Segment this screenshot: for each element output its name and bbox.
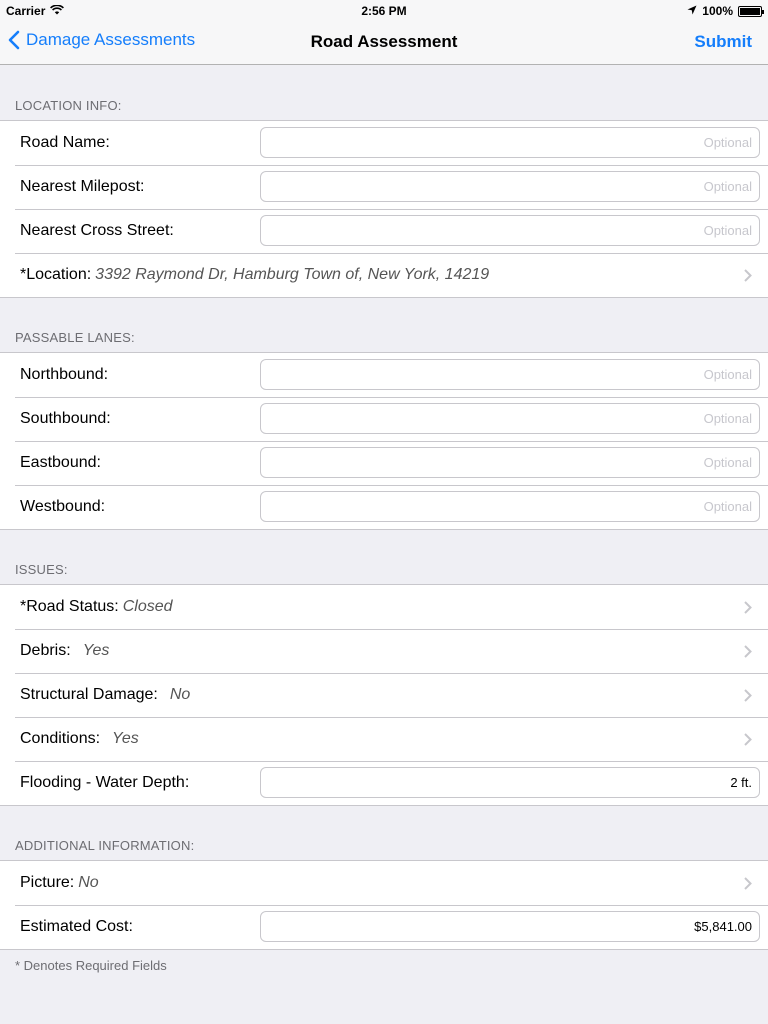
location-label: *Location: bbox=[20, 266, 92, 283]
conditions-label: Conditions: bbox=[20, 730, 101, 747]
form-content bbox=[0, 66, 768, 973]
additional-group bbox=[0, 860, 768, 950]
section-header-location: LOCATION INFO: bbox=[15, 98, 122, 113]
section-header-issues: ISSUES: bbox=[15, 562, 68, 577]
estimated-cost-row bbox=[0, 905, 768, 949]
eastbound-row bbox=[0, 441, 768, 485]
milepost-row bbox=[0, 165, 768, 209]
westbound-input[interactable] bbox=[260, 491, 760, 522]
westbound-row bbox=[0, 485, 768, 529]
status-time: 2:56 PM bbox=[361, 4, 407, 18]
chevron-right-icon bbox=[744, 689, 752, 707]
chevron-right-icon bbox=[744, 601, 752, 619]
structural-damage-value: No bbox=[169, 686, 191, 703]
required-fields-note: * Denotes Required Fields bbox=[15, 958, 167, 973]
flooding-label: Flooding - Water Depth: bbox=[20, 774, 190, 791]
back-button-label: Damage Assessments bbox=[26, 30, 196, 49]
structural-damage-row[interactable] bbox=[0, 673, 768, 717]
flooding-depth-input[interactable] bbox=[260, 767, 760, 798]
flooding-row bbox=[0, 761, 768, 805]
lanes-group bbox=[0, 352, 768, 530]
road-status-value: Closed bbox=[122, 598, 173, 615]
northbound-label: Northbound: bbox=[20, 366, 109, 383]
picture-row[interactable] bbox=[0, 861, 768, 905]
northbound-input[interactable] bbox=[260, 359, 760, 390]
section-header-lanes: PASSABLE LANES: bbox=[15, 330, 135, 345]
location-group bbox=[0, 120, 768, 298]
chevron-right-icon bbox=[744, 877, 752, 895]
southbound-input[interactable] bbox=[260, 403, 760, 434]
debris-row[interactable] bbox=[0, 629, 768, 673]
estimated-cost-label: Estimated Cost: bbox=[20, 918, 133, 935]
battery-icon bbox=[738, 6, 762, 17]
structural-damage-label: Structural Damage: bbox=[20, 686, 158, 703]
picture-label: Picture: bbox=[20, 874, 75, 891]
carrier-label: Carrier bbox=[6, 4, 46, 18]
cross-street-input[interactable] bbox=[260, 215, 760, 246]
southbound-label: Southbound: bbox=[20, 410, 111, 427]
navigation-bar bbox=[0, 20, 768, 65]
road-name-row bbox=[0, 121, 768, 165]
location-arrow-icon bbox=[687, 4, 697, 18]
section-header-additional: ADDITIONAL INFORMATION: bbox=[15, 838, 195, 853]
picture-value: No bbox=[78, 874, 99, 891]
location-value: 3392 Raymond Dr, Hamburg Town of, New York, 14219 bbox=[95, 266, 490, 283]
road-status-label: *Road Status: bbox=[20, 598, 119, 615]
eastbound-input[interactable] bbox=[260, 447, 760, 478]
road-name-input[interactable] bbox=[260, 127, 760, 158]
southbound-row bbox=[0, 397, 768, 441]
milepost-label: Nearest Milepost: bbox=[20, 178, 145, 195]
cross-street-label: Nearest Cross Street: bbox=[20, 222, 174, 239]
chevron-left-icon bbox=[8, 30, 20, 50]
issues-group bbox=[0, 584, 768, 806]
back-button[interactable] bbox=[8, 30, 195, 50]
chevron-right-icon bbox=[744, 269, 752, 287]
chevron-right-icon bbox=[744, 733, 752, 751]
milepost-input[interactable] bbox=[260, 171, 760, 202]
conditions-row[interactable] bbox=[0, 717, 768, 761]
estimated-cost-input[interactable] bbox=[260, 911, 760, 942]
chevron-right-icon bbox=[744, 645, 752, 663]
conditions-value: Yes bbox=[112, 730, 139, 747]
westbound-label: Westbound: bbox=[20, 498, 106, 515]
road-status-row[interactable] bbox=[0, 585, 768, 629]
debris-value: Yes bbox=[82, 642, 110, 659]
cross-street-row bbox=[0, 209, 768, 253]
eastbound-label: Eastbound: bbox=[20, 454, 101, 471]
status-bar bbox=[0, 0, 768, 20]
northbound-row bbox=[0, 353, 768, 397]
submit-button[interactable]: Submit bbox=[694, 32, 752, 51]
road-name-label: Road Name: bbox=[20, 134, 110, 151]
location-row[interactable] bbox=[0, 253, 768, 297]
battery-percent: 100% bbox=[702, 4, 733, 18]
debris-label: Debris: bbox=[20, 642, 71, 659]
page-title: Road Assessment bbox=[310, 32, 458, 51]
